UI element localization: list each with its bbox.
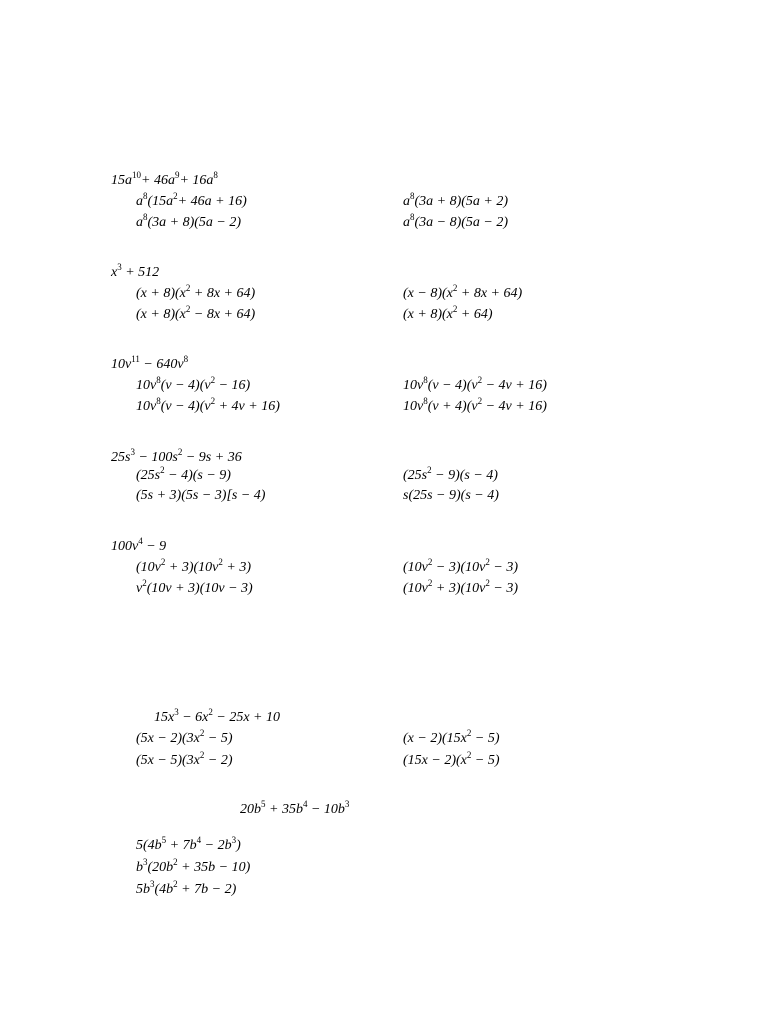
problem-6-option-b: $(x - 2)(15x^2 - 5)$ bbox=[403, 728, 500, 746]
problem-5-option-c: $v^2(10v + 3)(10v - 3)$ bbox=[136, 578, 253, 596]
problem-3-option-b: $10v^8(v - 4)(v^2 - 4v + 16)$ bbox=[403, 375, 547, 393]
problem-5-option-a: $(10v^2 + 3)(10v^2 + 3)$ bbox=[136, 557, 251, 575]
problem-2-question: $x^3 + 512$ bbox=[111, 262, 160, 280]
problem-6-option-c: $(5x - 5)(3x^2 - 2)$ bbox=[136, 750, 233, 768]
problem-1-option-c: $a^8(3a + 8)(5a - 2)$ bbox=[136, 212, 242, 230]
problem-7-option-a: $5(4b^5 + 7b^4 - 2b^3)$ bbox=[136, 835, 241, 853]
problem-3-question: $10v^{11} - 640v^8$ bbox=[111, 354, 189, 372]
problem-2-option-b: $(x - 8)(x^2 + 8x + 64)$ bbox=[403, 283, 523, 301]
problem-6-option-a: $(5x - 2)(3x^2 - 5)$ bbox=[136, 728, 233, 746]
problem-7-option-c: $5b^3(4b^2 + 7b - 2)$ bbox=[136, 879, 237, 897]
problem-5-question: $100v^4 - 9$ bbox=[111, 536, 167, 554]
problem-6-question: $15x^3 - 6x^2 - 25x + 10$ bbox=[154, 707, 280, 725]
problem-5-option-d: $(10v^2 + 3)(10v^2 - 3)$ bbox=[403, 578, 518, 596]
problem-1-option-d: $a^8(3a - 8)(5a - 2)$ bbox=[403, 212, 509, 230]
problem-5-option-b: $(10v^2 - 3)(10v^2 - 3)$ bbox=[403, 557, 518, 575]
problem-4-option-a: $(25s^2 - 4)(s - 9)$ bbox=[136, 465, 231, 483]
problem-3-option-d: $10v^8(v + 4)(v^2 - 4v + 16)$ bbox=[403, 396, 547, 414]
problem-2-option-d: $(x + 8)(x^2 + 64)$ bbox=[403, 304, 493, 322]
problem-4-option-c: (5s + 3)(5s − 3)[s − 4) bbox=[136, 488, 266, 503]
problem-4-option-d: s(25s − 9)(s − 4) bbox=[403, 488, 499, 503]
problem-7-question: $20b^5 + 35b^4 - 10b^3$ bbox=[240, 799, 350, 817]
problem-1-option-b: $a^8(3a + 8)(5a + 2)$ bbox=[403, 191, 509, 209]
problem-6-option-d: $(15x - 2)(x^2 - 5)$ bbox=[403, 750, 500, 768]
problem-1-question: $15a^{10}+ 46a^9+ 16a^8$ bbox=[111, 170, 218, 188]
problem-4-question: $25s^3 - 100s^2 - 9s + 36$ bbox=[111, 447, 242, 465]
problem-3-option-a: $10v^8(v - 4)(v^2 - 16)$ bbox=[136, 375, 251, 393]
problem-2-option-a: $(x + 8)(x^2 + 8x + 64)$ bbox=[136, 283, 256, 301]
problem-1-option-a: $a^8(15a^2+ 46a + 16)$ bbox=[136, 191, 247, 209]
problem-7-option-b: $b^3(20b^2 + 35b - 10)$ bbox=[136, 857, 251, 875]
problem-2-option-c: $(x + 8)(x^2 - 8x + 64)$ bbox=[136, 304, 256, 322]
problem-3-option-c: $10v^8(v - 4)(v^2 + 4v + 16)$ bbox=[136, 396, 280, 414]
problem-4-option-b: $(25s^2 - 9)(s - 4)$ bbox=[403, 465, 498, 483]
